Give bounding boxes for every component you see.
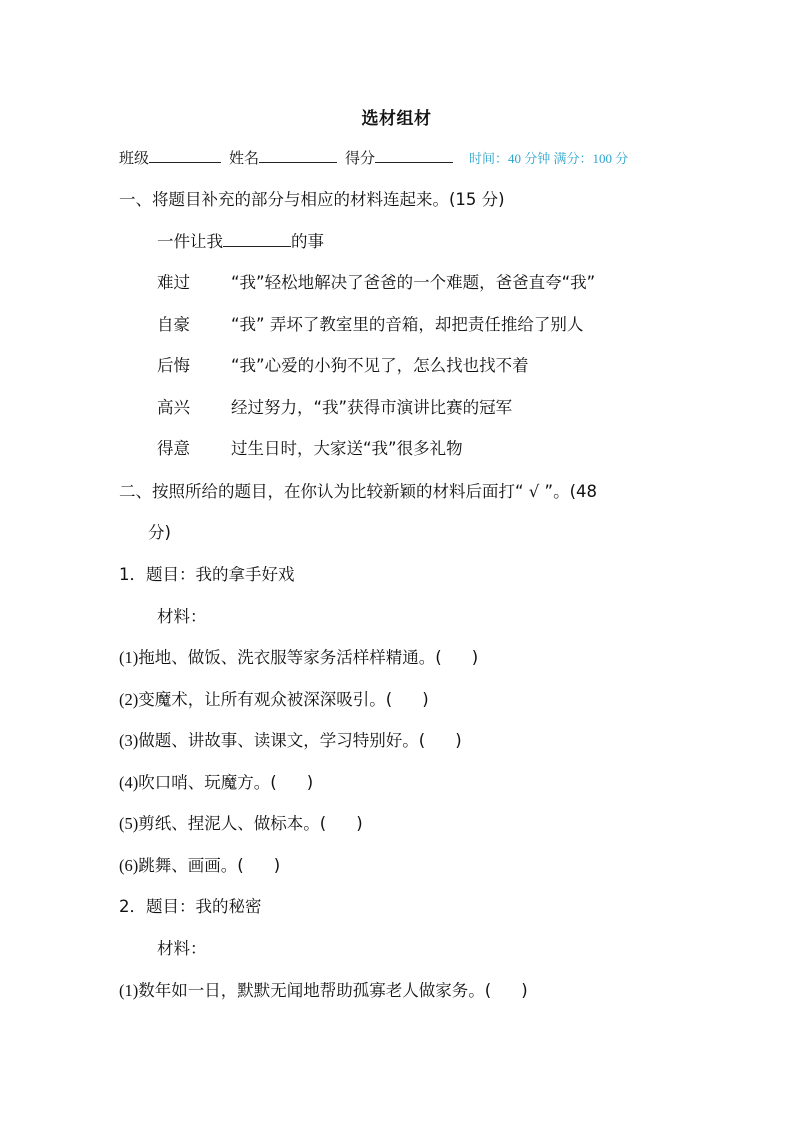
q1-title: 1．题目：我的拿手好戏 <box>119 565 295 584</box>
item-number: (6) <box>119 856 139 875</box>
section2-heading-cont: 分) <box>148 523 171 542</box>
prompt-blank[interactable] <box>223 230 291 247</box>
section1-heading: 一、将题目补充的部分与相应的材料连起来。(15 分) <box>119 190 505 209</box>
match-label[interactable]: 难过 <box>157 273 190 292</box>
q1-item <box>119 772 313 794</box>
prompt-prefix: 一件让我 <box>157 232 223 251</box>
item-number: (2) <box>119 690 139 709</box>
q1-item <box>119 730 462 752</box>
match-material[interactable]: “我”轻松地解决了爸爸的一个难题，爸爸直夸“我” <box>231 273 596 292</box>
q2-item <box>119 980 528 1002</box>
item-number: (3) <box>119 731 139 750</box>
match-row[interactable] <box>157 355 529 377</box>
item-number: (4) <box>119 773 139 792</box>
item-close: ) <box>306 773 314 792</box>
page-title: 选材组材 <box>361 109 432 129</box>
match-row[interactable] <box>157 438 463 460</box>
score-field[interactable] <box>375 148 453 163</box>
item-close: ) <box>455 731 462 750</box>
item-text: 做题、讲故事、读课文，学习特别好。( <box>138 731 426 750</box>
q1-item <box>119 855 280 877</box>
match-row[interactable] <box>157 272 595 294</box>
q1-materials-label: 材料： <box>157 607 207 626</box>
item-number: (5) <box>119 814 139 833</box>
student-info-row <box>119 147 689 168</box>
prompt-suffix: 的事 <box>291 232 324 251</box>
section2-heading: 二、按照所给的题目，在你认为比较新颖的材料后面打“ √ ”。(48 <box>119 482 598 501</box>
q1-item <box>119 689 429 711</box>
match-label[interactable]: 得意 <box>157 439 190 458</box>
match-material[interactable]: 经过努力，“我”获得市演讲比赛的冠军 <box>231 398 513 417</box>
match-label[interactable]: 高兴 <box>157 398 190 417</box>
item-text: 吹口哨、玩魔方。( <box>138 773 277 792</box>
class-field[interactable] <box>149 148 221 163</box>
item-close: ) <box>422 690 429 709</box>
item-close: ) <box>356 814 363 833</box>
match-label[interactable]: 后悔 <box>157 356 190 375</box>
q1-item <box>119 813 363 835</box>
time-score-info: 时间：40 分钟 满分：100 分 <box>469 151 629 166</box>
q2-title: 2．题目：我的秘密 <box>119 897 262 916</box>
item-close: ) <box>273 856 281 875</box>
item-text: 剪纸、捏泥人、做标本。( <box>138 814 327 833</box>
match-row[interactable] <box>157 397 512 419</box>
item-text: 拖地、做饭、洗衣服等家务活样样精通。( <box>138 648 442 667</box>
match-row[interactable] <box>157 314 583 336</box>
q1-item <box>119 647 478 669</box>
match-label[interactable]: 自豪 <box>157 315 190 334</box>
score-label: 得分 <box>345 149 376 167</box>
item-number: (1) <box>119 981 139 1000</box>
item-text: 跳舞、画画。( <box>138 856 244 875</box>
match-material[interactable]: 过生日时，大家送“我”很多礼物 <box>231 439 463 458</box>
item-close: ) <box>521 981 528 1000</box>
name-label: 姓名 <box>229 149 260 167</box>
q2-materials-label: 材料： <box>157 939 207 958</box>
section1-prompt <box>157 230 324 253</box>
match-material[interactable]: “我”心爱的小狗不见了，怎么找也找不着 <box>231 356 529 375</box>
item-text: 变魔术，让所有观众被深深吸引。( <box>138 690 393 709</box>
name-field[interactable] <box>259 148 337 163</box>
class-label: 班级 <box>119 149 150 167</box>
item-close: ) <box>471 648 479 667</box>
item-text: 数年如一日，默默无闻地帮助孤寡老人做家务。( <box>138 981 492 1000</box>
item-number: (1) <box>119 648 139 667</box>
match-material[interactable]: “我” 弄坏了教室里的音箱，却把责任推给了别人 <box>231 315 584 334</box>
